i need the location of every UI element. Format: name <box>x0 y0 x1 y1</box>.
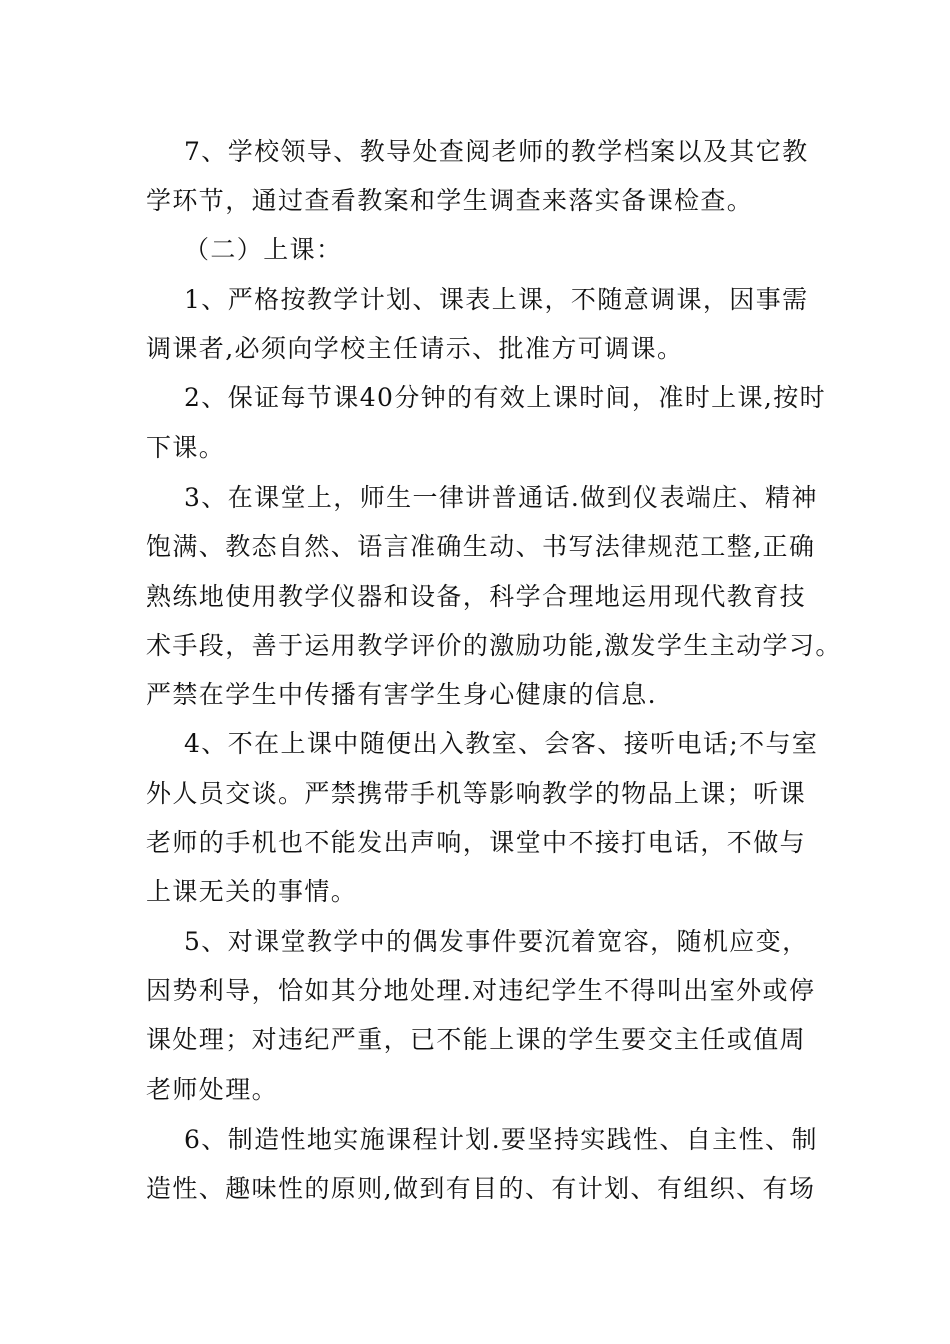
text-line: 学环节，通过查看教案和学生调查来落实备课检查。 <box>146 186 754 215</box>
text-line: 4、不在上课中随便出入教室、会客、接听电话;不与室 <box>184 729 819 758</box>
text-line: 6、制造性地实施课程计划.要坚持实践性、自主性、制 <box>184 1125 818 1154</box>
text-line: 2、保证每节课40分钟的有效上课时间，准时上课,按时 <box>184 383 827 412</box>
text-line: 老师的手机也不能发出声响，课堂中不接打电话，不做与 <box>146 828 807 857</box>
text-line: 术手段，善于运用教学评价的激励功能,激发学生主动学习。 <box>146 631 842 660</box>
text-line: 3、在课堂上，师生一律讲普通话.做到仪表端庄、精神 <box>184 483 818 512</box>
text-line: 老师处理。 <box>146 1075 279 1104</box>
text-line: 调课者,必须向学校主任请示、批准方可调课。 <box>146 334 684 363</box>
text-line: 1、严格按教学计划、课表上课，不随意调课，因事需 <box>184 285 809 314</box>
text-line: 熟练地使用教学仪器和设备，科学合理地运用现代教育技 <box>146 582 807 611</box>
text-line: 课处理；对违纪严重，已不能上课的学生要交主任或值周 <box>146 1025 807 1054</box>
section-heading: （二）上课： <box>184 235 343 264</box>
text-line: 下课。 <box>146 433 226 462</box>
text-line: 7、学校领导、教导处查阅老师的教学档案以及其它教 <box>184 137 809 166</box>
text-line: 饱满、教态自然、语言准确生动、书写法律规范工整,正确 <box>146 532 816 561</box>
text-line: 5、对课堂教学中的偶发事件要沉着宽容，随机应变， <box>184 927 809 956</box>
text-line: 外人员交谈。严禁携带手机等影响教学的物品上课；听课 <box>146 779 807 808</box>
text-line: 上课无关的事情。 <box>146 877 358 906</box>
text-line: 造性、趣味性的原则,做到有目的、有计划、有组织、有场 <box>146 1174 816 1203</box>
text-line: 严禁在学生中传播有害学生身心健康的信息. <box>146 680 657 709</box>
text-line: 因势利导，恰如其分地处理.对违纪学生不得叫出室外或停 <box>146 976 816 1005</box>
